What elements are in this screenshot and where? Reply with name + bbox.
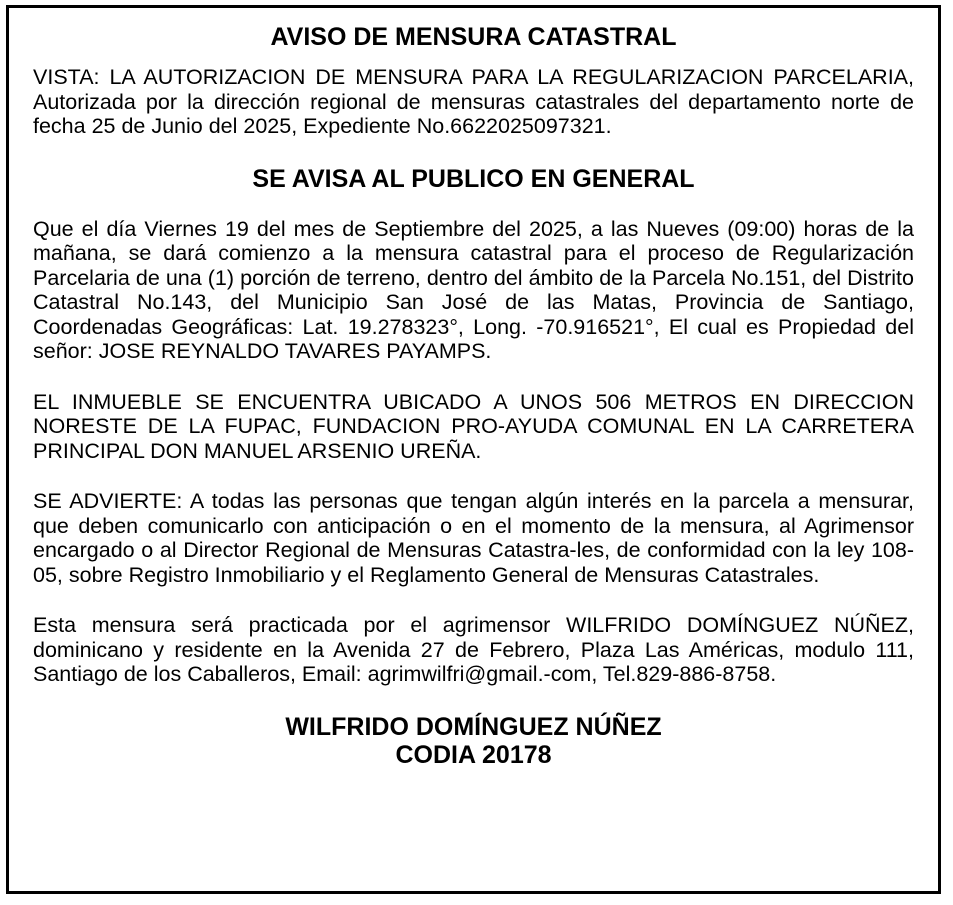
announcement-paragraph: Que el día Viernes 19 del mes de Septiembre del 2025, a las Nueves (09:00) horas de la mañana, se dará comienzo a la mensura catastral para el proceso de Regularización Parcelaria de una (1) porción de terreno, dentro del ámbito de la Parcela No.151, del Distrito Catastral No.143, del Municipio San José de las Matas, Provincia de Santiago, Coordenadas Geográficas: Lat. 19.278323°, Long. -70.916521°, El cual es Propiedad del señor: JOSE REYNALDO TAVARES PAYAMPS.: [33, 216, 914, 363]
vista-paragraph: VISTA: LA AUTORIZACION DE MENSURA PARA LA REGULARIZACION PARCELARIA, Autorizada por la dirección regional de mensuras catastrales del departamento norte de fecha 25 de Junio del 2025, Expediente No.6622025097321.: [33, 65, 914, 138]
notice-title: AVISO DE MENSURA CATASTRAL: [270, 23, 677, 51]
signature-name: WILFRIDO DOMÍNGUEZ NÚÑEZ: [285, 712, 662, 741]
signature-codia: CODIA 20178: [395, 740, 552, 769]
warning-paragraph: SE ADVIERTE: A todas las personas que tengan algún interés en la parcela a mensurar, que deben comunicarlo con anticipación o en el momento de la mensura, al Agrimensor encargado o al Director Regional de Mensuras Catastra-les, de conformidad con la ley 108-05, sobre Registro Inmobiliario y el Reglamento General de Mensuras Catastrales.: [33, 489, 914, 587]
notice-subtitle: SE AVISA AL PUBLICO EN GENERAL: [252, 164, 695, 193]
location-paragraph: EL INMUEBLE SE ENCUENTRA UBICADO A UNOS 506 METROS EN DIRECCION NORESTE DE LA FUPAC, FUNDACION PRO-AYUDA COMUNAL EN LA CARRETERA PRINCIPAL DON MANUEL ARSENIO UREÑA.: [33, 389, 914, 463]
notice-box: [6, 5, 941, 894]
surveyor-paragraph: Esta mensura será practicada por el agrimensor WILFRIDO DOMÍNGUEZ NÚÑEZ, dominicano y residente en la Avenida 27 de Febrero, Plaza Las Américas, modulo 111, Santiago de los Caballeros, Email: agrimwilfri@gmail.-com, Tel.829-886-8758.: [33, 613, 914, 686]
